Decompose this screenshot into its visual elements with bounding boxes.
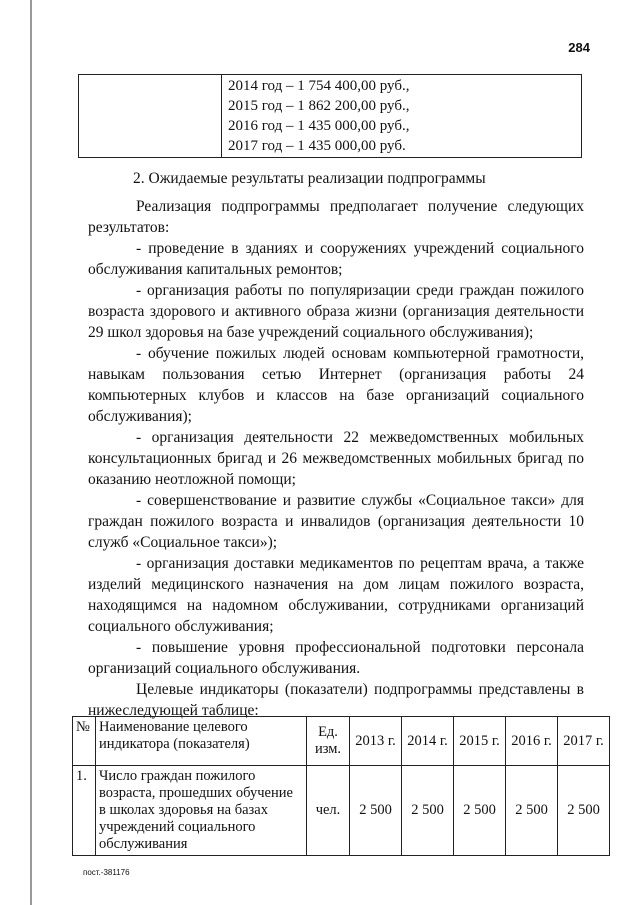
- header-name: Наименование целевого индикатора (показателя): [96, 717, 307, 766]
- bullet-item: - обучение пожилых людей основам компьютерной грамотности, навыкам пользования сетью Интернет (организация работы 24 компьютерных клубов и классов на базе организаций социального обслуживания);: [88, 345, 584, 425]
- page-number: 284: [568, 40, 590, 55]
- funding-line-2014: 2014 год – 1 754 400,00 руб.,: [228, 78, 410, 94]
- table-intro-paragraph: Целевые индикаторы (показатели) подпрограммы представлены в нижеследующей таблице:: [88, 681, 584, 719]
- footer-code: пост.-381176: [83, 868, 130, 877]
- row-value-2013: 2 500: [350, 766, 402, 856]
- table-row: [73, 766, 610, 856]
- row-value-2015: 2 500: [454, 766, 506, 856]
- funding-empty-cell: [79, 75, 222, 158]
- row-name: Число граждан пожилого возраста, прошедших обучение в школах здоровья на базах учреждений социального обслуживания: [96, 766, 307, 856]
- scan-edge-line: [30, 0, 32, 905]
- section-heading: 2. Ожидаемые результаты реализации подпрограммы: [133, 170, 486, 187]
- bullet-item: - организация деятельности 22 межведомственных мобильных консультационных бригад и 26 межведомственных мобильных бригад по оказанию неотложной помощи;: [88, 429, 584, 488]
- bullet-item: - повышение уровня профессиональной подготовки персонала организаций социального обслуживания.: [88, 639, 584, 677]
- intro-paragraph: Реализация подпрограммы предполагает получение следующих результатов:: [88, 198, 584, 236]
- header-year-2015: 2015 г.: [454, 717, 506, 766]
- funding-amounts-cell: [222, 75, 582, 158]
- bullet-item: - проведение в зданиях и сооружениях учреждений социального обслуживания капитальных ремонтов;: [88, 240, 584, 278]
- bullet-item: - организация работы по популяризации среди граждан пожилого возраста здорового и активного образа жизни (организация деятельности 29 школ здоровья на базе учреждений социального обслуживания);: [88, 282, 584, 341]
- funding-row: [79, 75, 582, 158]
- row-value-2017: 2 500: [558, 766, 610, 856]
- indicators-table: [72, 716, 610, 856]
- header-num: №: [73, 717, 96, 766]
- row-value-2014: 2 500: [402, 766, 454, 856]
- row-value-2016: 2 500: [506, 766, 558, 856]
- funding-line-2015: 2015 год – 1 862 200,00 руб.,: [228, 98, 410, 114]
- header-year-2016: 2016 г.: [506, 717, 558, 766]
- header-unit: Ед. изм.: [307, 717, 350, 766]
- funding-table: [78, 74, 582, 158]
- header-year-2017: 2017 г.: [558, 717, 610, 766]
- bullet-item: - совершенствование и развитие службы «Социальное такси» для граждан пожилого возраста и инвалидов (организация деятельности 10 служб «Социальное такси»);: [88, 492, 584, 551]
- table-header-row: [73, 717, 610, 766]
- funding-line-2017: 2017 год – 1 435 000,00 руб.: [228, 138, 406, 154]
- results-text: [88, 196, 584, 721]
- header-year-2013: 2013 г.: [350, 717, 402, 766]
- header-year-2014: 2014 г.: [402, 717, 454, 766]
- funding-line-2016: 2016 год – 1 435 000,00 руб.,: [228, 118, 410, 134]
- row-num: 1.: [73, 766, 96, 856]
- bullet-item: - организация доставки медикаментов по рецептам врача, а также изделий медицинского назначения на дом лицам пожилого возраста, находящимся на надомном обслуживании, сотрудниками организаций социального обслуживания;: [88, 555, 584, 635]
- row-unit: чел.: [307, 766, 350, 856]
